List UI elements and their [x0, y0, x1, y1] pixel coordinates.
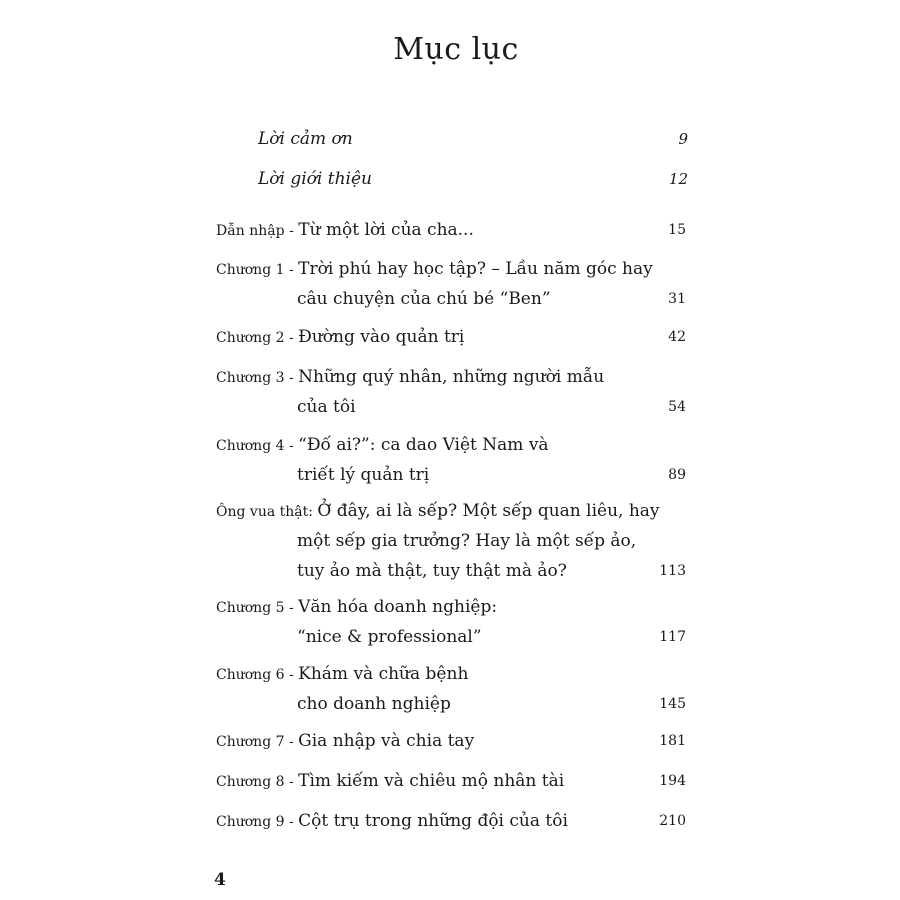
entry-page-number: 181 [659, 733, 686, 749]
entry-line: “nice & professional” [297, 627, 482, 647]
entry-line: Văn hóa doanh nghiệp: [298, 597, 498, 617]
intro-page-number: 12 [668, 170, 688, 188]
toc-intro-acknowledgements [258, 128, 688, 150]
toc-entry-chapter-9 [216, 806, 686, 836]
toc-entry-chapter-3 [216, 362, 686, 422]
entry-line: cho doanh nghiệp [297, 694, 451, 714]
entry-prefix: Ông vua thật: [216, 504, 318, 520]
entry-page-number: 210 [659, 813, 686, 829]
entry-line: “Đố ai?”: ca dao Việt Nam và [298, 435, 549, 455]
toc-entry-chapter-5 [216, 592, 686, 652]
toc-entry-chapter-4 [216, 430, 686, 490]
entry-line: Trời phú hay học tập? – Lầu năm góc hay [298, 259, 653, 279]
footer-page-number: 4 [214, 870, 226, 890]
entry-prefix: Chương 1 - [216, 262, 299, 278]
entry-prefix: Chương 2 - [216, 330, 299, 346]
entry-line: Đường vào quản trị [298, 327, 465, 347]
toc-intro-introduction [258, 168, 688, 190]
entry-prefix: Dẫn nhập - [216, 223, 299, 239]
entry-prefix: Chương 4 - [216, 438, 299, 454]
entry-page-number: 117 [659, 629, 686, 645]
entry-line: triết lý quản trị [297, 465, 430, 485]
entry-line: tuy ảo mà thật, tuy thật mà ảo? [297, 561, 567, 581]
toc-entry-real-king [216, 496, 686, 586]
entry-prefix: Chương 5 - [216, 600, 299, 616]
toc-entry-chapter-7 [216, 726, 686, 756]
entry-line: Từ một lời của cha... [298, 220, 474, 240]
entry-line: Ở đây, ai là sếp? Một sếp quan liêu, hay [317, 501, 660, 521]
entry-page-number: 54 [668, 399, 686, 415]
entry-prefix: Chương 6 - [216, 667, 299, 683]
entry-line: câu chuyện của chú bé “Ben” [297, 289, 551, 309]
entry-page-number: 113 [659, 563, 686, 579]
page-title: Mục lục [393, 32, 519, 67]
entry-page-number: 15 [668, 222, 686, 238]
toc-entry-introduction [216, 215, 686, 245]
intro-title: Lời cảm ơn [258, 129, 353, 149]
entry-prefix: Chương 7 - [216, 734, 299, 750]
entry-page-number: 42 [668, 329, 686, 345]
entry-line: một sếp gia trưởng? Hay là một sếp ảo, [297, 531, 637, 551]
toc-entry-chapter-1 [216, 254, 686, 314]
entry-page-number: 194 [659, 773, 686, 789]
entry-line: Những quý nhân, những người mẫu [298, 367, 605, 387]
toc-entry-chapter-8 [216, 766, 686, 796]
entry-line: của tôi [297, 397, 356, 417]
entry-line: Tìm kiếm và chiêu mộ nhân tài [298, 771, 565, 791]
intro-page-number: 9 [678, 130, 688, 148]
entry-page-number: 89 [668, 467, 686, 483]
toc-entry-chapter-6 [216, 659, 686, 719]
entry-line: Cột trụ trong những đội của tôi [298, 811, 568, 831]
intro-title: Lời giới thiệu [258, 169, 372, 189]
toc-entry-chapter-2 [216, 322, 686, 352]
entry-page-number: 145 [659, 696, 686, 712]
entry-page-number: 31 [668, 291, 686, 307]
entry-prefix: Chương 8 - [216, 774, 299, 790]
entry-prefix: Chương 3 - [216, 370, 299, 386]
entry-line: Khám và chữa bệnh [298, 664, 469, 684]
entry-line: Gia nhập và chia tay [298, 731, 475, 751]
entry-prefix: Chương 9 - [216, 814, 299, 830]
